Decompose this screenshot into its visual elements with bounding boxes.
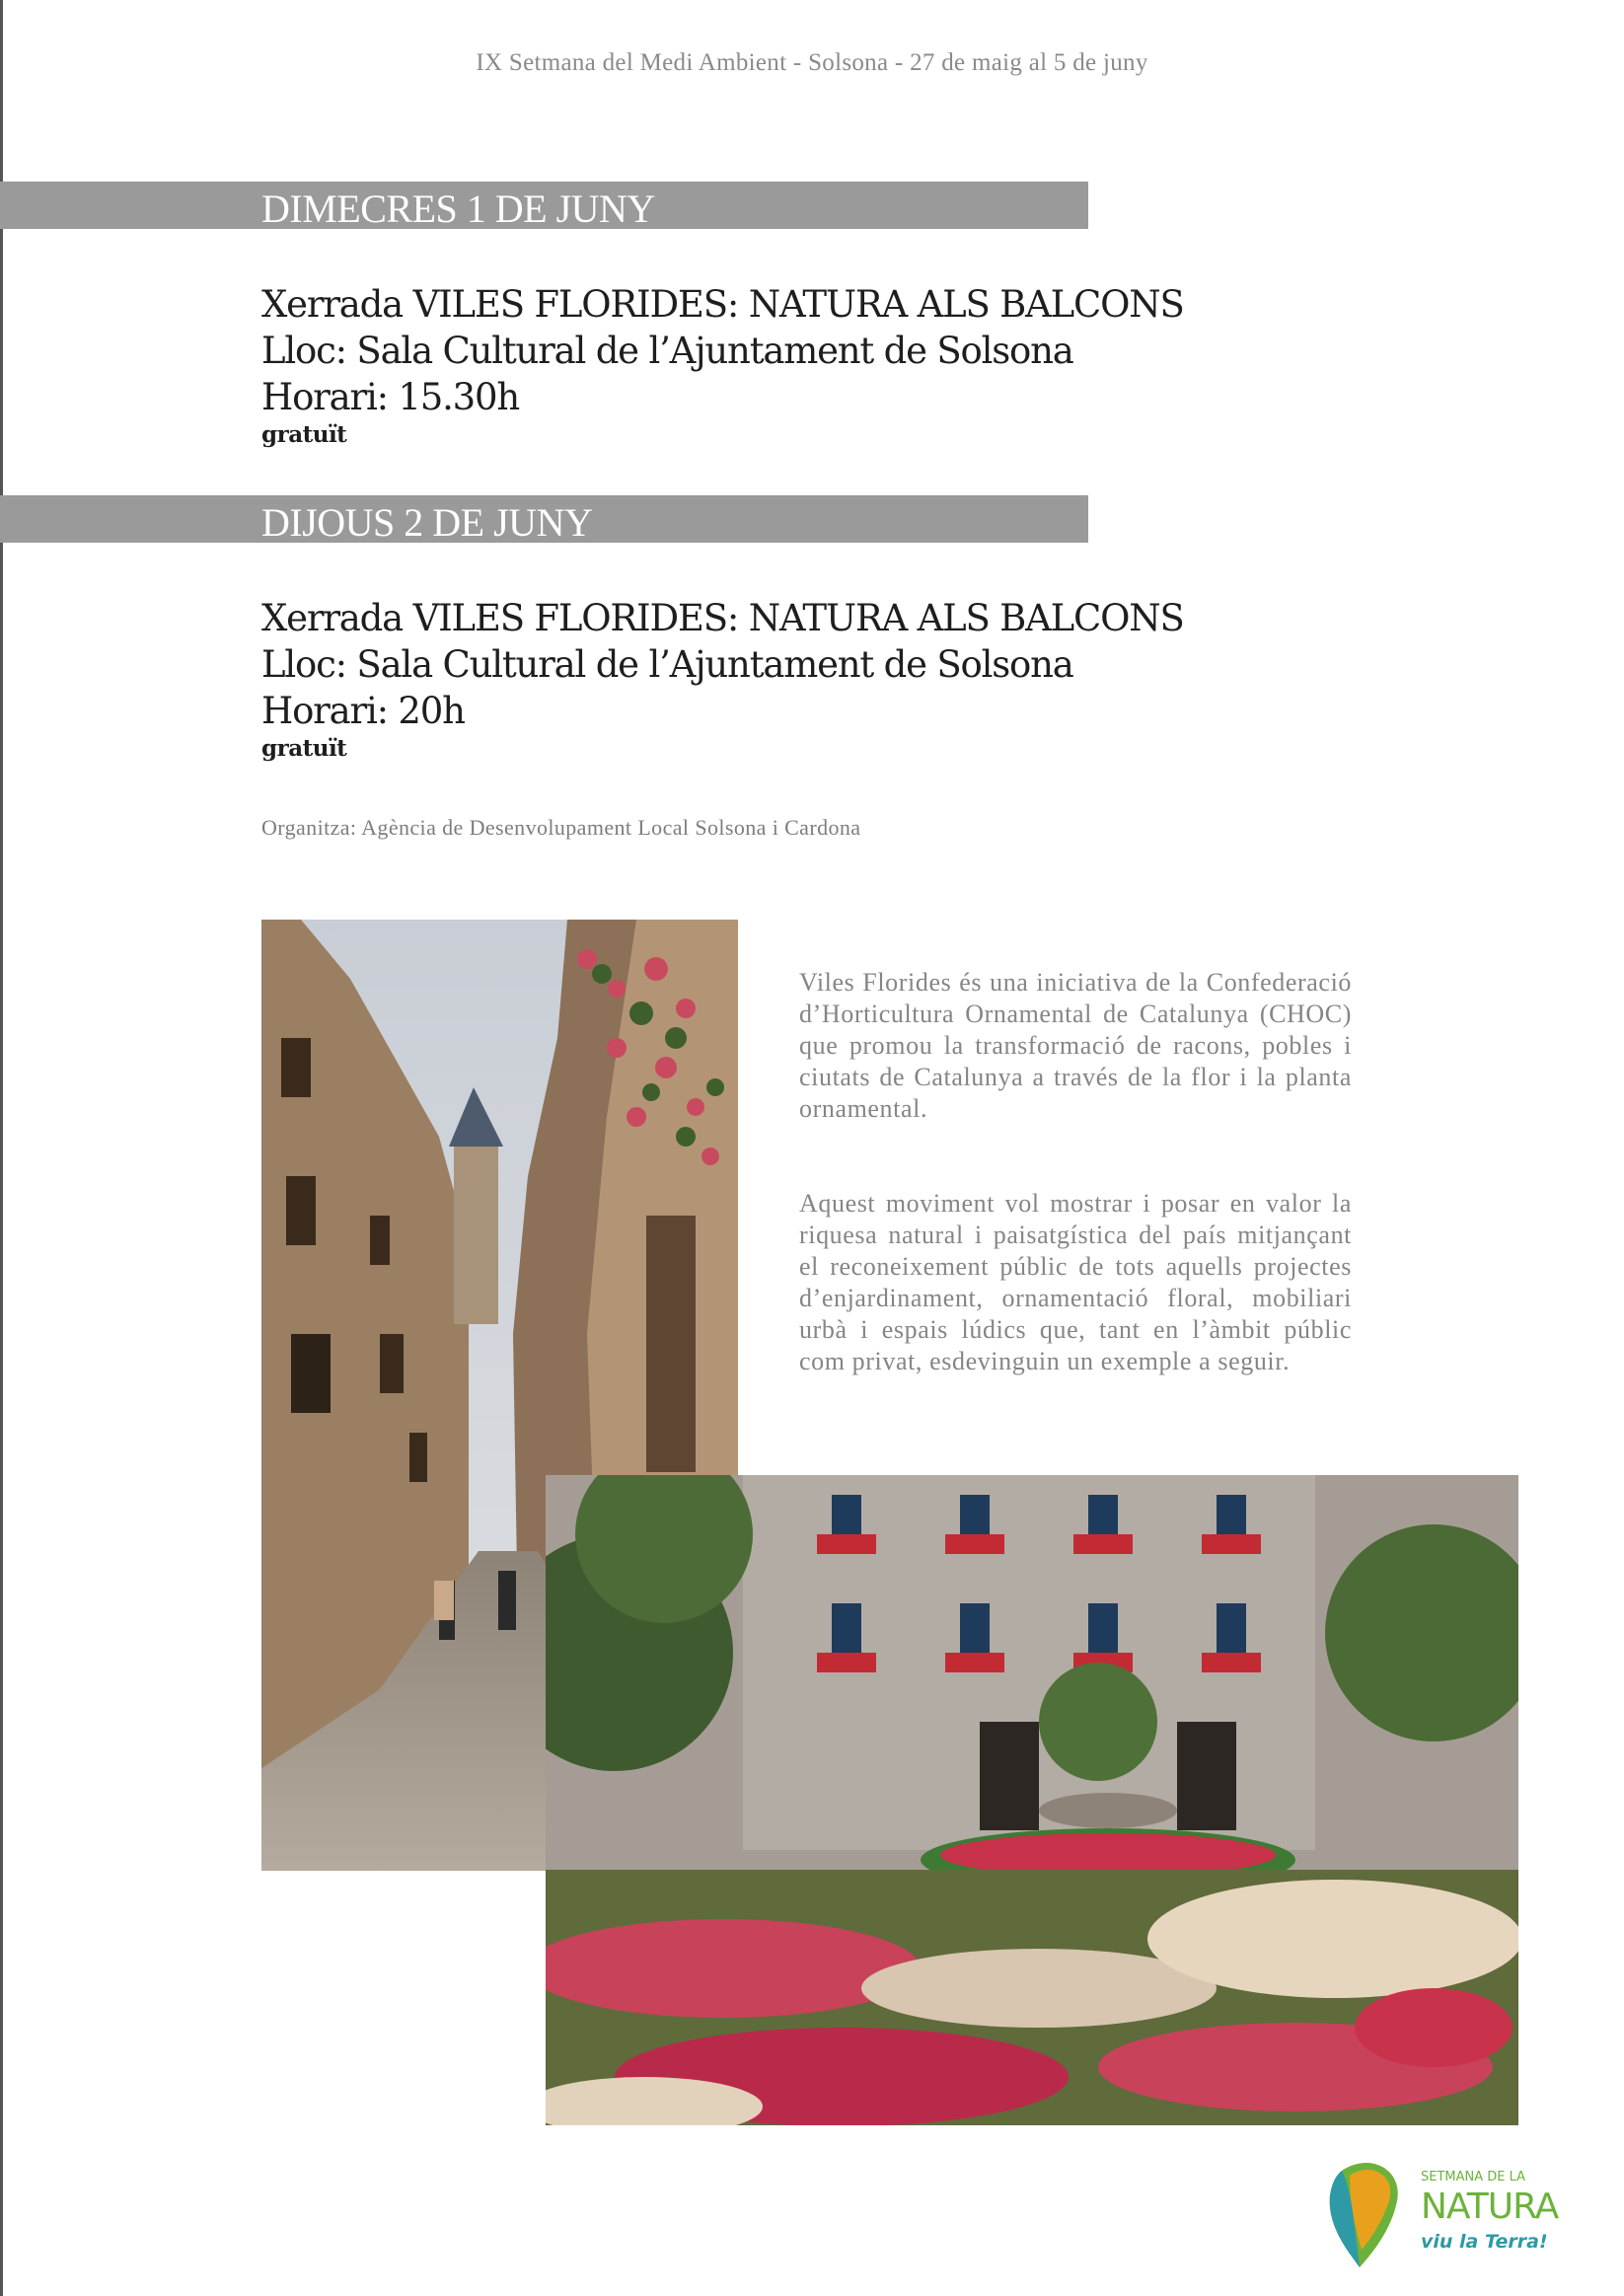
description-paragraph: Aquest moviment vol mostrar i posar en valor la riquesa natural i paisatgística del país mitjançant el reconeixement públic de tots aquells projectes d’enjardinament, ornamentació floral, mobiliari urbà i espais lúdics que, tant en l’àmbit públic com privat, esdevinguin un exemple a seguir. [799,1189,1352,1375]
event-time: Horari: 20h [261,690,465,732]
event-title: Xerrada VILES FLORIDES: NATURA ALS BALCONS [261,283,1184,326]
day-heading-bar [0,182,1088,229]
square-photo [546,1475,1518,2125]
day-heading-bar [0,495,1088,543]
description-paragraph: Viles Florides és una iniciativa de la Confederació d’Horticultura Ornamental de Catalunya (CHOC) que promou la transformació de racons, pobles i ciutats de Catalunya a través de la flor i la planta ornamental. [799,968,1352,1123]
day-heading: DIMECRES 1 DE JUNY [261,186,655,231]
event-block [261,281,1184,448]
event-place: Lloc: Sala Cultural de l’Ajuntament de Solsona [261,330,1073,372]
event-block [261,595,1184,762]
event-time: Horari: 15.30h [261,376,519,418]
logo-line-2: NATURA [1421,2186,1559,2227]
event-place: Lloc: Sala Cultural de l’Ajuntament de Solsona [261,643,1073,686]
page-left-rule [0,0,3,2296]
logo-line-1: SETMANA DE LA [1421,2170,1526,2185]
organizer-note: Organitza: Agència de Desenvolupament Local Solsona i Cardona [261,815,861,840]
setmana-natura-logo [1322,2151,1559,2279]
event-price: gratuït [261,735,347,762]
running-header: IX Setmana del Medi Ambient - Solsona - 27 de maig al 5 de juny [476,49,1148,76]
event-price: gratuït [261,421,347,448]
event-title: Xerrada VILES FLORIDES: NATURA ALS BALCONS [261,597,1184,639]
day-heading: DIJOUS 2 DE JUNY [261,500,593,545]
logo-line-3: viu la Terra! [1421,2231,1548,2253]
